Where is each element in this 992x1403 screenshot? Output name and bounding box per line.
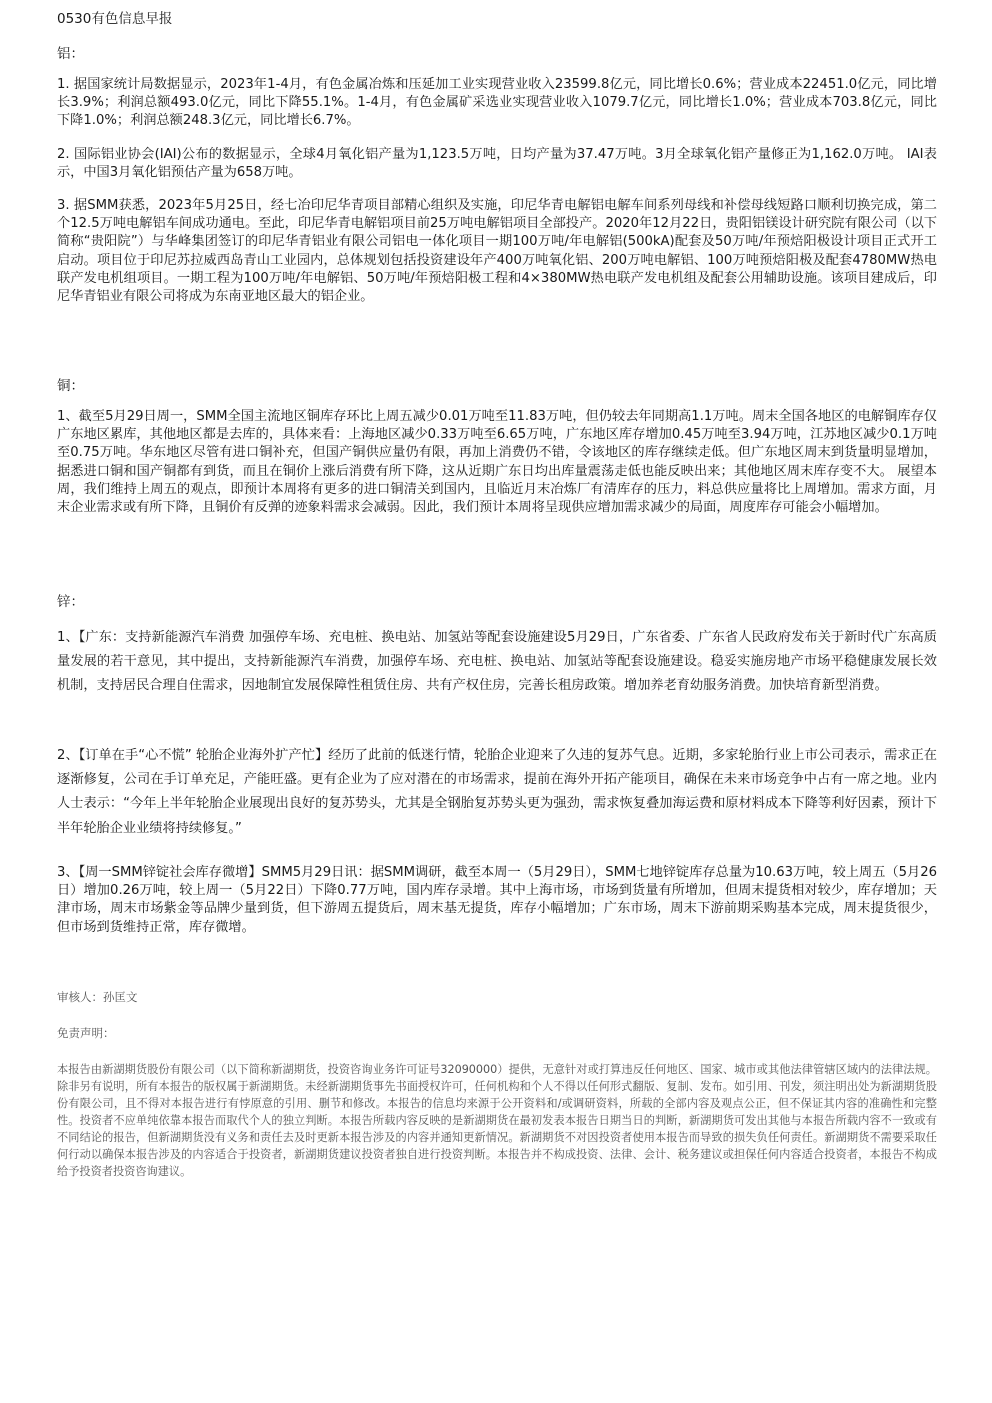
copper-item-1: 1、截至5月29日周一，SMM全国主流地区铜库存环比上周五减少0.01万吨至11.83万吨，但仍较去年同期高1.1万吨。周末全国各地区的电解铜库存仅广东地区累库，其他地区都是去库的，具体来看：上海地区减少0.33万吨至6.65万吨，广东地区库存增加0.45万吨至3.94万吨，江苏地区减少0.1万吨至0.75万吨。华东地区尽管有进口铜补充，但国产铜供应量仍有限，再加上消费仍不错，令该地区的库存继续走低。但广东地区周末到货量明显增加，据悉进口铜和国产铜都有到货，而且在铜价上涨后消费有所下降，这从近期广东日均出库量震荡走低也能反映出来；其他地区周末库存变不大。 展望本周，我们维持上周五的观点，即预计本周将有更多的进口铜清关到国内，且临近月末冶炼厂有清库存的压力，料总供应量将比上周增加。需求方面，月末企业需求或有所下降，且铜价有反弹的迹象料需求会减弱。因此，我们预计本周将呈现供应增加需求减少的局面，周度库存可能会小幅增加。: [57, 409, 937, 516]
zinc-heading: 锌：: [57, 594, 84, 610]
zinc-item-2: 2、【订单在手“心不慌” 轮胎企业海外扩产忙】经历了此前的低迷行情，轮胎企业迎来了久违的复苏气息。近期，多家轮胎行业上市公司表示，需求正在逐渐修复，公司在手订单充足，产能旺盛。更有企业为了应对潜在的市场需求，提前在海外开拓产能项目，确保在未来市场竞争中占有一席之地。业内人士表示：“今年上半年轮胎企业展现出良好的复苏势头，尤其是全钢胎复苏势头更为强劲，需求恢复叠加海运费和原材料成本下降等利好因素，预计下半年轮胎企业业绩将持续修复。”: [57, 748, 937, 836]
aluminum-item-2: 2. 国际铝业协会(IAI)公布的数据显示，全球4月氧化铝产量为1,123.5万吨，日均产量为37.47万吨。3月全球氧化铝产量修正为1,162.0万吨。 IAI表示，中国3月氧化铝预估产量为658万吨。: [57, 147, 937, 181]
disclaimer-text: 本报告由新湖期货股份有限公司（以下简称新湖期货，投资咨询业务许可证号32090000）提供，无意针对或打算违反任何地区、国家、城市或其他法律管辖区域内的法律法规。除非另有说明，所有本报告的版权属于新湖期货。未经新湖期货事先书面授权许可，任何机构和个人不得以任何形式翻版、复制、发布。如引用、刊发，须注明出处为新湖期货股份有限公司，且不得对本报告进行有悖原意的引用、删节和修改。本报告的信息均来源于公开资料和/或调研资料，所载的全部内容及观点公正，但不保证其内容的准确性和完整性。投资者不应单纯依靠本报告而取代个人的独立判断。本报告所载内容反映的是新湖期货在最初发表本报告日期当日的判断，新湖期货可发出其他与本报告所载内容不一致或有不同结论的报告，但新湖期货没有义务和责任去及时更新本报告涉及的内容并通知更新情况。新湖期货不对因投资者使用本报告而导致的损失负任何责任。新湖期货不需要采取任何行动以确保本报告涉及的内容适合于投资者，新湖期货建议投资者独自进行投资判断。本报告并不构成投资、法律、会计、税务建议或担保任何内容适合投资者，本报告不构成给予投资者投资咨询建议。: [57, 1063, 937, 1178]
zinc-item-3: 3、【周一SMM锌锭社会库存微增】SMM5月29日讯：据SMM调研，截至本周一（5月29日），SMM七地锌锭库存总量为10.63万吨，较上周五（5月26日）增加0.26万吨，较上周一（5月22日）下降0.77万吨，国内库存录增。其中上海市场，市场到货量有所增加，但周末提货相对较少，库存增加；天津市场，周末市场紫金等品牌少量到货，但下游周五提货后，周末基无提货，库存小幅增加；广东市场，周末下游前期采购基本完成，周末提货很少，但市场到货维持正常，库存微增。: [57, 865, 937, 935]
zinc-item-1: 1、【广东：支持新能源汽车消费 加强停车场、充电桩、换电站、加氢站等配套设施建设5月29日，广东省委、广东省人民政府发布关于新时代广东高质量发展的若干意见，其中提出，支持新能源汽车消费，加强停车场、充电桩、换电站、加氢站等配套设施建设。稳妥实施房地产市场平稳健康发展长效机制，支持居民合理自住需求，因地制宜发展保障性租赁住房、共有产权住房，完善长租房政策。增加养老育幼服务消费。加快培育新型消费。: [57, 630, 937, 694]
aluminum-item-3: 3. 据SMM获悉，2023年5月25日，经七冶印尼华青项目部精心组织及实施，印尼华青电解铝电解车间系列母线和补偿母线短路口顺利切换完成，第二个12.5万吨电解铝车间成功通电。至此，印尼华青电解铝项目前25万吨电解铝项目全部投产。2020年12月22日，贵阳铝镁设计研究院有限公司（以下简称“贵阳院”）与华峰集团签订的印尼华青铝业有限公司铝电一体化项目一期100万吨/年电解铝(500kA)配套及50万吨/年预焙阳极设计项目正式开工启动。项目位于印尼苏拉威西岛青山工业园内，总体规划包括投资建设年产400万吨氧化铝、200万吨电解铝、100万吨预焙阳极及配套4780MW热电联产发电机组项目。一期工程为100万吨/年电解铝、50万吨/年预焙阳极工程和4×380MW热电联产发电机组及配套公用辅助设施。该项目建成后，印尼华青铝业有限公司将成为东南亚地区最大的铝企业。: [57, 198, 937, 305]
aluminum-item-1: 1. 据国家统计局数据显示，2023年1-4月，有色金属冶炼和压延加工业实现营业收入23599.8亿元，同比增长0.6%；营业成本22451.0亿元，同比增长3.9%；利润总额493.0亿元，同比下降55.1%。1-4月，有色金属矿采选业实现营业收入1079.7亿元，同比增长1.0%；营业成本703.8亿元，同比下降1.0%；利润总额248.3亿元，同比增长6.7%。: [57, 77, 937, 129]
disclaimer-heading: 免责声明：: [57, 1026, 115, 1040]
report-title: 0530有色信息早报: [57, 11, 173, 27]
aluminum-heading: 铝：: [57, 46, 84, 62]
copper-heading: 铜：: [57, 378, 84, 394]
reviewer-line: 审核人：孙匡文: [57, 990, 138, 1004]
